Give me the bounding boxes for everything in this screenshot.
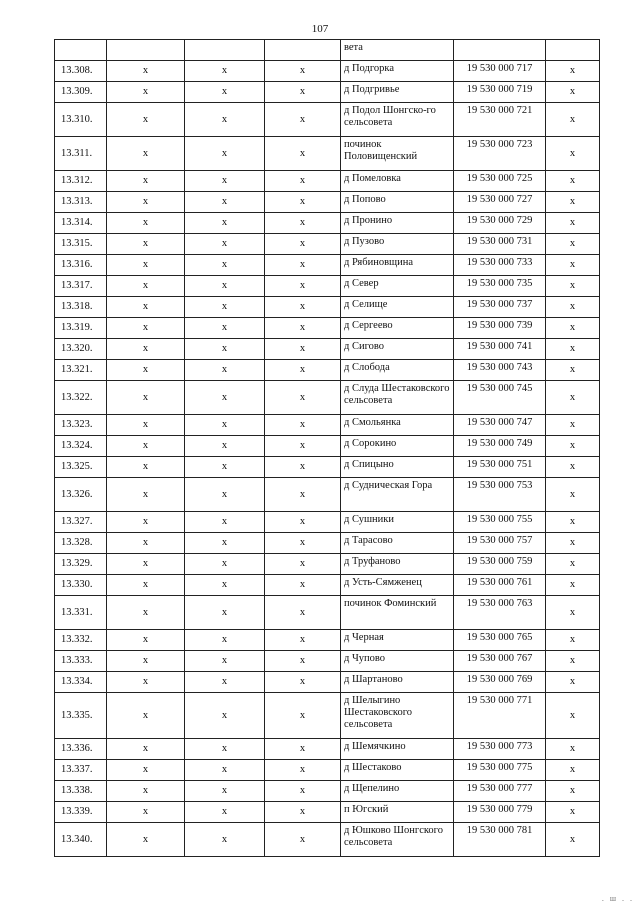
mark-cell: х xyxy=(546,436,600,457)
row-number-cell: 13.309. xyxy=(55,82,107,103)
settlements-table xyxy=(54,39,600,857)
row-number-cell xyxy=(55,40,107,61)
settlement-name-cell: д Север xyxy=(341,276,454,297)
page-number: 107 xyxy=(311,23,329,35)
mark-cell: х xyxy=(546,234,600,255)
mark-cell: х xyxy=(185,339,265,360)
code-cell: 19 530 000 753 xyxy=(454,478,546,512)
row-number-cell: 13.312. xyxy=(55,171,107,192)
settlement-name-cell: д Черная xyxy=(341,630,454,651)
code-cell: 19 530 000 737 xyxy=(454,297,546,318)
mark-cell: х xyxy=(185,651,265,672)
settlement-name-cell: д Сушники xyxy=(341,512,454,533)
row-number-cell: 13.323. xyxy=(55,415,107,436)
table-row xyxy=(55,360,600,381)
mark-cell: х xyxy=(107,760,185,781)
table-row xyxy=(55,802,600,823)
mark-cell: х xyxy=(107,739,185,760)
row-number-cell: 13.329. xyxy=(55,554,107,575)
mark-cell: х xyxy=(546,554,600,575)
mark-cell: х xyxy=(265,82,341,103)
code-cell: 19 530 000 739 xyxy=(454,318,546,339)
code-cell: 19 530 000 741 xyxy=(454,339,546,360)
code-cell: 19 530 000 775 xyxy=(454,760,546,781)
mark-cell: х xyxy=(107,339,185,360)
settlement-name-cell: д Шемячкино xyxy=(341,739,454,760)
mark-cell: х xyxy=(185,596,265,630)
mark-cell: х xyxy=(546,137,600,171)
code-cell: 19 530 000 759 xyxy=(454,554,546,575)
settlement-name-cell: д Чупово xyxy=(341,651,454,672)
table-row xyxy=(55,596,600,630)
table-row xyxy=(55,672,600,693)
code-cell: 19 530 000 733 xyxy=(454,255,546,276)
settlement-name-cell: д Пузово xyxy=(341,234,454,255)
code-cell: 19 530 000 747 xyxy=(454,415,546,436)
mark-cell: х xyxy=(107,213,185,234)
row-number-cell: 13.317. xyxy=(55,276,107,297)
table-row xyxy=(55,575,600,596)
code-cell: 19 530 000 725 xyxy=(454,171,546,192)
mark-cell: х xyxy=(185,457,265,478)
mark-cell: х xyxy=(265,781,341,802)
code-cell: 19 530 000 749 xyxy=(454,436,546,457)
mark-cell: х xyxy=(265,672,341,693)
mark-cell: х xyxy=(265,760,341,781)
table-body xyxy=(55,40,600,857)
mark-cell: х xyxy=(185,533,265,554)
mark-cell: х xyxy=(107,137,185,171)
mark-cell: х xyxy=(107,533,185,554)
mark-cell: х xyxy=(546,103,600,137)
code-cell: 19 530 000 731 xyxy=(454,234,546,255)
mark-cell: х xyxy=(546,651,600,672)
mark-cell: х xyxy=(107,693,185,739)
mark-cell: х xyxy=(546,478,600,512)
mark-cell: х xyxy=(546,192,600,213)
mark-cell: х xyxy=(546,596,600,630)
mark-cell: х xyxy=(107,651,185,672)
mark-cell: х xyxy=(265,533,341,554)
settlement-name-cell: д Спицыно xyxy=(341,457,454,478)
mark-cell: х xyxy=(107,234,185,255)
row-number-cell: 13.313. xyxy=(55,192,107,213)
code-cell: 19 530 000 735 xyxy=(454,276,546,297)
mark-cell: х xyxy=(107,297,185,318)
mark-cell: х xyxy=(265,255,341,276)
settlement-name-cell: д Сергеево xyxy=(341,318,454,339)
mark-cell xyxy=(265,40,341,61)
table-row xyxy=(55,457,600,478)
row-number-cell: 13.339. xyxy=(55,802,107,823)
mark-cell: х xyxy=(107,255,185,276)
code-cell: 19 530 000 721 xyxy=(454,103,546,137)
mark-cell: х xyxy=(107,318,185,339)
mark-cell: х xyxy=(265,213,341,234)
mark-cell: х xyxy=(265,436,341,457)
table-row xyxy=(55,436,600,457)
settlement-name-cell: д Юшково Шонгского сельсовета xyxy=(341,823,454,857)
mark-cell xyxy=(107,40,185,61)
mark-cell: х xyxy=(107,360,185,381)
mark-cell: х xyxy=(107,381,185,415)
mark-cell: х xyxy=(107,512,185,533)
row-number-cell: 13.315. xyxy=(55,234,107,255)
mark-cell: х xyxy=(265,381,341,415)
table-row xyxy=(55,381,600,415)
row-number-cell: 13.333. xyxy=(55,651,107,672)
table-row xyxy=(55,533,600,554)
table-row xyxy=(55,103,600,137)
mark-cell: х xyxy=(265,103,341,137)
code-cell: 19 530 000 779 xyxy=(454,802,546,823)
mark-cell: х xyxy=(265,554,341,575)
mark-cell: х xyxy=(265,297,341,318)
settlement-name-cell: д Слуда Шестаковского сельсовета xyxy=(341,381,454,415)
mark-cell: х xyxy=(107,478,185,512)
mark-cell: х xyxy=(107,103,185,137)
mark-cell: х xyxy=(185,436,265,457)
mark-cell: х xyxy=(265,596,341,630)
mark-cell: х xyxy=(265,739,341,760)
mark-cell: х xyxy=(185,297,265,318)
mark-cell: х xyxy=(546,693,600,739)
code-cell: 19 530 000 763 xyxy=(454,596,546,630)
code-cell: 19 530 000 719 xyxy=(454,82,546,103)
code-cell: 19 530 000 751 xyxy=(454,457,546,478)
mark-cell: х xyxy=(107,61,185,82)
mark-cell: х xyxy=(265,693,341,739)
mark-cell: х xyxy=(546,171,600,192)
mark-cell: х xyxy=(546,297,600,318)
row-number-cell: 13.332. xyxy=(55,630,107,651)
mark-cell: х xyxy=(265,802,341,823)
row-number-cell: 13.330. xyxy=(55,575,107,596)
settlement-name-cell: д Шелыгино Шестаковского сельсовета xyxy=(341,693,454,739)
table-row xyxy=(55,61,600,82)
mark-cell: х xyxy=(546,381,600,415)
mark-cell: х xyxy=(185,276,265,297)
table-row xyxy=(55,693,600,739)
table-row xyxy=(55,276,600,297)
table-row xyxy=(55,781,600,802)
mark-cell: х xyxy=(185,360,265,381)
code-cell: 19 530 000 717 xyxy=(454,61,546,82)
mark-cell: х xyxy=(185,760,265,781)
mark-cell: х xyxy=(546,630,600,651)
mark-cell: х xyxy=(185,318,265,339)
mark-cell: х xyxy=(185,693,265,739)
mark-cell: х xyxy=(546,781,600,802)
mark-cell: х xyxy=(265,651,341,672)
table-row xyxy=(55,415,600,436)
row-number-cell: 13.308. xyxy=(55,61,107,82)
mark-cell: х xyxy=(107,575,185,596)
settlement-name-cell: починок Фоминский xyxy=(341,596,454,630)
mark-cell: х xyxy=(107,554,185,575)
mark-cell: х xyxy=(107,823,185,857)
code-cell: 19 530 000 781 xyxy=(454,823,546,857)
table-row xyxy=(55,554,600,575)
mark-cell: х xyxy=(546,255,600,276)
table-row xyxy=(55,82,600,103)
mark-cell: х xyxy=(185,802,265,823)
mark-cell: х xyxy=(546,575,600,596)
settlement-name-cell: д Подгорка xyxy=(341,61,454,82)
mark-cell: х xyxy=(107,415,185,436)
row-number-cell: 13.320. xyxy=(55,339,107,360)
mark-cell: х xyxy=(185,61,265,82)
mark-cell: х xyxy=(546,760,600,781)
table-row xyxy=(55,318,600,339)
settlement-name-cell: д Шестаково xyxy=(341,760,454,781)
mark-cell: х xyxy=(185,381,265,415)
settlement-name-cell: д Щепелино xyxy=(341,781,454,802)
settlement-name-cell: починок Половищенский xyxy=(341,137,454,171)
row-number-cell: 13.334. xyxy=(55,672,107,693)
mark-cell: х xyxy=(107,630,185,651)
settlement-name-cell: д Рябиновщина xyxy=(341,255,454,276)
settlement-name-cell: д Подол Шонгско-го сельсовета xyxy=(341,103,454,137)
row-number-cell: 13.328. xyxy=(55,533,107,554)
settlement-name-cell: д Попово xyxy=(341,192,454,213)
mark-cell: х xyxy=(546,360,600,381)
mark-cell: х xyxy=(107,802,185,823)
code-cell: 19 530 000 755 xyxy=(454,512,546,533)
row-number-cell: 13.337. xyxy=(55,760,107,781)
code-cell: 19 530 000 777 xyxy=(454,781,546,802)
table-row xyxy=(55,512,600,533)
settlement-name-cell: д Смольянка xyxy=(341,415,454,436)
row-number-cell: 13.314. xyxy=(55,213,107,234)
row-number-cell: 13.316. xyxy=(55,255,107,276)
mark-cell: х xyxy=(185,82,265,103)
mark-cell: х xyxy=(546,512,600,533)
mark-cell: х xyxy=(185,672,265,693)
settlement-name-cell: д Усть-Сямженец xyxy=(341,575,454,596)
mark-cell: х xyxy=(546,802,600,823)
table-row xyxy=(55,297,600,318)
mark-cell: х xyxy=(185,575,265,596)
mark-cell: х xyxy=(185,415,265,436)
table-row xyxy=(55,171,600,192)
table-row xyxy=(55,213,600,234)
settlement-name-cell: д Тарасово xyxy=(341,533,454,554)
table-row xyxy=(55,234,600,255)
row-number-cell: 13.310. xyxy=(55,103,107,137)
mark-cell: х xyxy=(107,457,185,478)
mark-cell: х xyxy=(185,103,265,137)
table-row xyxy=(55,760,600,781)
mark-cell: х xyxy=(546,339,600,360)
mark-cell: х xyxy=(107,781,185,802)
row-number-cell: 13.325. xyxy=(55,457,107,478)
mark-cell: х xyxy=(265,61,341,82)
code-cell: 19 530 000 765 xyxy=(454,630,546,651)
mark-cell: х xyxy=(265,339,341,360)
mark-cell: х xyxy=(546,82,600,103)
settlement-name-cell: д Слобода xyxy=(341,360,454,381)
mark-cell: х xyxy=(265,192,341,213)
row-number-cell: 13.311. xyxy=(55,137,107,171)
row-number-cell: 13.336. xyxy=(55,739,107,760)
scan-marks: . ш . . xyxy=(601,894,634,903)
mark-cell: х xyxy=(185,213,265,234)
mark-cell: х xyxy=(265,234,341,255)
mark-cell: х xyxy=(265,360,341,381)
table-row xyxy=(55,255,600,276)
mark-cell: х xyxy=(265,171,341,192)
code-cell: 19 530 000 743 xyxy=(454,360,546,381)
mark-cell: х xyxy=(546,823,600,857)
code-cell: 19 530 000 757 xyxy=(454,533,546,554)
mark-cell: х xyxy=(107,192,185,213)
mark-cell: х xyxy=(185,192,265,213)
mark-cell: х xyxy=(185,137,265,171)
mark-cell: х xyxy=(265,318,341,339)
mark-cell: х xyxy=(107,672,185,693)
mark-cell xyxy=(546,40,600,61)
code-cell: 19 530 000 745 xyxy=(454,381,546,415)
settlement-name-cell: д Помеловка xyxy=(341,171,454,192)
mark-cell: х xyxy=(265,415,341,436)
row-number-cell: 13.327. xyxy=(55,512,107,533)
settlement-name-cell: д Сигово xyxy=(341,339,454,360)
table-row xyxy=(55,630,600,651)
row-number-cell: 13.331. xyxy=(55,596,107,630)
settlement-name-cell: д Шартаново xyxy=(341,672,454,693)
table-row xyxy=(55,137,600,171)
code-cell: 19 530 000 767 xyxy=(454,651,546,672)
row-number-cell: 13.321. xyxy=(55,360,107,381)
mark-cell: х xyxy=(546,415,600,436)
table-row xyxy=(55,823,600,857)
settlement-name-cell: д Подгривье xyxy=(341,82,454,103)
mark-cell: х xyxy=(265,137,341,171)
settlement-name-cell: д Селище xyxy=(341,297,454,318)
table-row xyxy=(55,739,600,760)
code-cell: 19 530 000 771 xyxy=(454,693,546,739)
mark-cell: х xyxy=(265,478,341,512)
mark-cell: х xyxy=(265,512,341,533)
mark-cell: х xyxy=(107,82,185,103)
code-cell: 19 530 000 727 xyxy=(454,192,546,213)
row-number-cell: 13.335. xyxy=(55,693,107,739)
settlement-name-cell: д Судническая Гора xyxy=(341,478,454,512)
row-number-cell: 13.340. xyxy=(55,823,107,857)
mark-cell: х xyxy=(107,436,185,457)
mark-cell: х xyxy=(185,234,265,255)
mark-cell: х xyxy=(107,596,185,630)
settlement-name-cell: вета xyxy=(341,40,454,61)
settlement-name-cell: д Сорокино xyxy=(341,436,454,457)
mark-cell: х xyxy=(546,457,600,478)
table-row xyxy=(55,651,600,672)
row-number-cell: 13.319. xyxy=(55,318,107,339)
mark-cell: х xyxy=(265,457,341,478)
row-number-cell: 13.322. xyxy=(55,381,107,415)
row-number-cell: 13.318. xyxy=(55,297,107,318)
mark-cell: х xyxy=(546,213,600,234)
code-cell: 19 530 000 723 xyxy=(454,137,546,171)
mark-cell: х xyxy=(107,171,185,192)
mark-cell: х xyxy=(265,276,341,297)
mark-cell: х xyxy=(265,575,341,596)
mark-cell: х xyxy=(185,781,265,802)
row-number-cell: 13.324. xyxy=(55,436,107,457)
mark-cell: х xyxy=(546,318,600,339)
settlement-name-cell: д Пронино xyxy=(341,213,454,234)
code-cell: 19 530 000 769 xyxy=(454,672,546,693)
mark-cell: х xyxy=(546,61,600,82)
mark-cell: х xyxy=(107,276,185,297)
mark-cell: х xyxy=(185,554,265,575)
mark-cell: х xyxy=(546,533,600,554)
table-row xyxy=(55,339,600,360)
mark-cell: х xyxy=(546,739,600,760)
mark-cell: х xyxy=(185,478,265,512)
row-number-cell: 13.326. xyxy=(55,478,107,512)
code-cell: 19 530 000 729 xyxy=(454,213,546,234)
settlement-name-cell: п Югский xyxy=(341,802,454,823)
mark-cell: х xyxy=(265,823,341,857)
settlement-name-cell: д Труфаново xyxy=(341,554,454,575)
mark-cell: х xyxy=(265,630,341,651)
mark-cell: х xyxy=(185,630,265,651)
table-row-continuation xyxy=(55,40,600,61)
mark-cell: х xyxy=(185,255,265,276)
table-row xyxy=(55,192,600,213)
row-number-cell: 13.338. xyxy=(55,781,107,802)
code-cell: 19 530 000 761 xyxy=(454,575,546,596)
code-cell xyxy=(454,40,546,61)
mark-cell: х xyxy=(546,672,600,693)
mark-cell: х xyxy=(185,823,265,857)
mark-cell: х xyxy=(185,171,265,192)
code-cell: 19 530 000 773 xyxy=(454,739,546,760)
mark-cell: х xyxy=(546,276,600,297)
table-row xyxy=(55,478,600,512)
mark-cell: х xyxy=(185,512,265,533)
mark-cell: х xyxy=(185,739,265,760)
mark-cell xyxy=(185,40,265,61)
